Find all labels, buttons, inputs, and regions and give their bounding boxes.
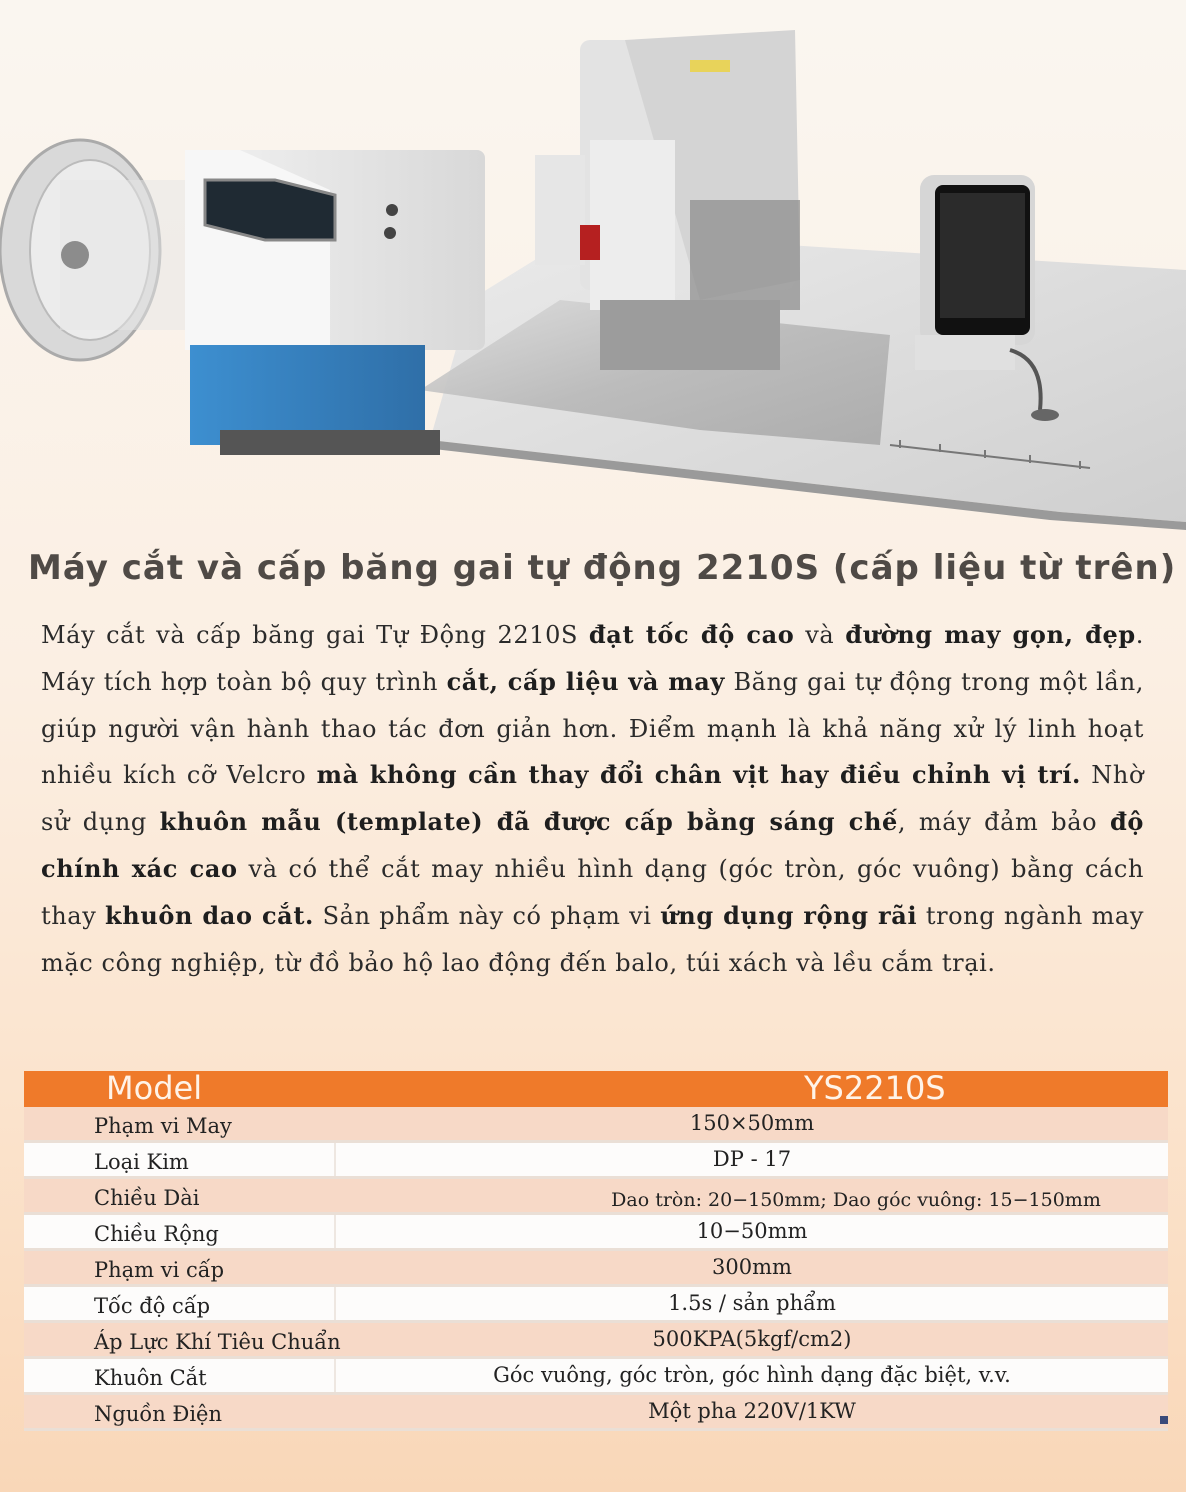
- table-row: [24, 1107, 1168, 1143]
- row-value: 150×50mm: [689, 1111, 815, 1135]
- spec-table: [24, 1071, 1168, 1431]
- text-run: . Máy tích hợp toàn bộ quy trình: [41, 621, 1145, 696]
- table-row: [24, 1143, 1168, 1179]
- row-value: Dao tròn: 20−150mm; Dao góc vuông: 15−150mm: [611, 1189, 1101, 1211]
- bold-text-run: độ chính xác cao: [41, 807, 1144, 883]
- text-run: Nhờ sử dụng: [41, 761, 1145, 837]
- table-row: [24, 1395, 1168, 1431]
- text-run: trong ngành may mặc công nghiệp, từ đồ bảo hộ lao động đến balo, túi xách và lều cắm trại.: [41, 901, 1145, 977]
- row-value: 300mm: [712, 1255, 792, 1279]
- text-run: Băng gai tự động trong một lần, giúp người vận hành thao tác đơn giản hơn. Điểm mạnh là khả năng xử lý linh hoạt nhiều kích cỡ Velcro: [41, 667, 1144, 790]
- product-photo: [0, 0, 1186, 540]
- bold-text-run: mà không cần thay đổi chân vịt hay điều chỉnh vị trí.: [316, 760, 1081, 790]
- spec-table-header: [24, 1071, 1168, 1107]
- table-row: [24, 1251, 1168, 1287]
- row-value: Góc vuông, góc tròn, góc hình dạng đặc biệt, v.v.: [493, 1363, 1011, 1387]
- row-label: Khuôn Cắt: [94, 1366, 207, 1390]
- feeder-screen: [205, 180, 335, 240]
- corner-mark: [1160, 1416, 1168, 1424]
- bold-text-run: khuôn mẫu (template) đã được cấp bằng sáng chế: [159, 807, 898, 837]
- text-run: Máy cắt và cấp băng gai Tự Động 2210S: [41, 621, 589, 649]
- row-value: Một pha 220V/1KW: [648, 1399, 856, 1423]
- row-label: Nguồn Điện: [94, 1402, 223, 1426]
- row-value: 500KPA(5kgf/cm2): [652, 1327, 852, 1351]
- text-run: Sản phẩm này có phạm vi: [313, 901, 661, 930]
- bold-text-run: khuôn dao cắt.: [105, 900, 314, 930]
- text-run: và có thể cắt may nhiều hình dạng (góc tròn, góc vuông) bằng cách thay: [41, 854, 1145, 930]
- bold-text-run: ứng dụng rộng rãi: [660, 900, 918, 930]
- table-row: [24, 1359, 1168, 1395]
- header-label: Model: [106, 1069, 203, 1107]
- row-label: Phạm vi cấp: [94, 1258, 225, 1282]
- row-label: Tốc độ cấp: [94, 1294, 211, 1318]
- text-run: và: [794, 621, 846, 649]
- row-label: Chiều Dài: [94, 1186, 200, 1210]
- bold-text-run: đường may gọn, đẹp: [845, 620, 1136, 649]
- row-value: DP - 17: [712, 1147, 792, 1171]
- row-label: Chiều Rộng: [94, 1222, 219, 1246]
- table-row: [24, 1323, 1168, 1359]
- row-value: 10−50mm: [696, 1219, 808, 1243]
- header-value: YS2210S: [804, 1069, 946, 1107]
- bold-text-run: đạt tốc độ cao: [588, 620, 795, 649]
- row-label: Áp Lực Khí Tiêu Chuẩn: [94, 1330, 341, 1354]
- table-row: [24, 1287, 1168, 1323]
- table-row: [24, 1179, 1168, 1215]
- row-label: Phạm vi May: [94, 1114, 232, 1138]
- table-row: [24, 1215, 1168, 1251]
- page-title: Máy cắt và cấp băng gai tự động 2210S (cấp liệu từ trên): [28, 548, 1177, 588]
- row-value: 1.5s / sản phẩm: [668, 1291, 836, 1315]
- bold-text-run: cắt, cấp liệu và may: [446, 666, 725, 696]
- row-label: Loại Kim: [94, 1150, 189, 1174]
- description-paragraph: [41, 612, 1144, 986]
- text-run: , máy đảm bảo: [897, 808, 1110, 837]
